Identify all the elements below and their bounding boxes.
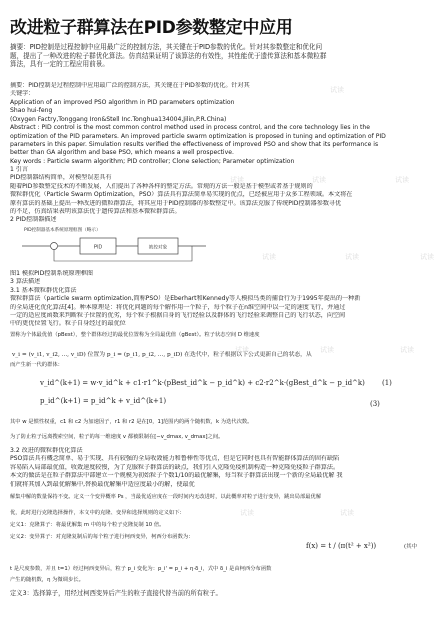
abstract-line: Abstract : PID control is the most common control method used in process control, and the core technology lies in the (10, 124, 371, 132)
paragraph-line: 的全局进化优化算法[4]。种本原理是：将优化问题的每个解作用一个粒子，每个粒子在n维空间中以一定的速度飞行，并通过 (10, 303, 346, 311)
paragraph-line: PSO算法具有概念简单、易于实现、具有较强的全局收敛能力和鲁棒性等优点，但是它同时也具有智能群体算法的固有缺陷 (10, 455, 340, 463)
abstract-line: 题，提出了一种改进的粒子群优化算法。仿真结果证明了该算法的有效性，其性能优于遗传算法和基本微粒群 (10, 51, 327, 60)
introduction (10, 166, 432, 216)
eq-limit: 为了防止粒子远离搜索空间，粒子的每一维速度 v 都被限制在[−v_dmax, v_dmax]之间。 (10, 434, 224, 440)
keywords-en: Key words : Particle swarm algorithm; PID controller; Clone selection; Parameter optimization (10, 157, 295, 165)
equation-number: (1) (382, 379, 392, 387)
subsection-heading: 3.1 基本微粒群优化算法 (10, 286, 77, 294)
section-3-2 (10, 447, 432, 489)
abstract-cn-repeat (10, 82, 432, 99)
equation-state: v_i = (v_i1, v_i2, ..., v_iD) 位置为 p_i = (p_i1, p_i2, ..., p_iD) 在迭代中，粒子根据以下公式更新自己的状态，从 (12, 352, 312, 358)
equation-velocity: v_id^(k+1) = w·v_id^k + c1·r1^k·(pBest_id^k − p_id^k) + c2·r2^k·(gBest_d^k − p_id^k) (40, 379, 365, 387)
section-heading: 1 引言 (10, 166, 29, 173)
paragraph-line: 中的更优位置飞行。粒子自身经过的最优位 (10, 320, 126, 328)
watermark: 试读 (312, 176, 326, 184)
definition-line: 定义1：克隆算子：将最优解集 m 中的每个粒子克隆复制 10 倍。 (10, 522, 165, 528)
author: Shao hui-feng (10, 107, 53, 115)
paragraph-line: 容易陷入局部最优值，收敛速度较慢，为了克服粒子群算法的缺点，我们引入克隆免疫机制构造一种克隆免疫粒子群算法。 (10, 463, 340, 471)
figure-caption: 图1 模拟PID控制系统原理框图 (10, 270, 94, 277)
english-title: Application of an improved PSO algorithm in PID parameters optimization (10, 99, 235, 106)
abstract-line: better than GA algorithm and base PSO, which means a well prospective. (10, 149, 234, 157)
abstract-line: parameters in this paper. Simulation results verified the effectiveness of improved PSO and show that its performance is (10, 141, 379, 149)
definition-line: 产生的随机数，η 为微调步长。 (10, 577, 84, 583)
document-title: 改进粒子群算法在PID参数整定中应用 (10, 18, 293, 38)
controller-label: PID (93, 244, 103, 251)
definition-line: t 是尺度参数，并且 t=1）经过柯西变异后，粒子 p_i 变化为：p_i' = p_i + η·δ_i，式中 δ_i 是由柯西分布函数 (10, 566, 272, 572)
equation-tail: (其中 (404, 544, 418, 550)
watermark: 试读 (400, 346, 414, 354)
equation-number: (3) (370, 400, 380, 408)
definition-3: 定义3：选择算子，用经过柯西变异后产生的粒子直接代替当前的所有粒子。 (10, 590, 222, 597)
section-2-heading (10, 216, 432, 224)
paragraph-line: 随着PID参数整定技术的不断发展，人们提出了各种各样的整定方法。常规的方法一般是基于模型或者基于规则的 (10, 182, 313, 190)
watermark: 试读 (230, 176, 244, 184)
equation-position: p_id^(k+1) = p_id^k + v_id^(k+1) (40, 397, 167, 405)
paragraph-line: 微粒群算法（particle swarm optimization,简称PSO）是Eberhart和Kennedy等人模拟鸟类的捕食行为于1995年提出的一种新 (10, 295, 361, 303)
sec32-note: 解集中解的数量保持不变。定义一个变异概率 Ps ，当最优适应度在一段时间内无改进时，以此概率对粒子进行变异，跳出局部最优解 (10, 494, 322, 500)
pid-block-diagram (20, 234, 208, 264)
watermark: 试读 (235, 346, 249, 354)
plant-label: 被控对象 (148, 245, 168, 251)
abstract-line: 摘要：PID控制是过程控制中应用最广泛的控制方法，其关键在于PID参数的优化。针对其参数整定和优化问 (10, 43, 323, 51)
definition-line: 优，此时进行克隆选择操作，本文中的克隆、变异和选择规则的定义如下： (10, 510, 185, 516)
english-abstract (10, 99, 432, 166)
paragraph-line: 们就将其加入到最优解集中,替换最优解集中适应度最小的解，使最优 (10, 480, 195, 488)
abstract-cn (10, 43, 432, 69)
abstract-line: optimization of the PID parameters. An improved particle swarm optimization is proposed in tuning and optimization of PID (10, 132, 386, 140)
subsection-heading: 3.2 改进的微粒群优化算法 (10, 447, 83, 454)
definitions-2 (10, 564, 432, 586)
abstract-line: 算法，具有一定的工程应用前景。 (10, 60, 109, 69)
equation-cauchy: f(x) = t / (π(t² + x²)) (306, 542, 377, 550)
watermark: 试读 (345, 253, 359, 261)
definitions (10, 507, 432, 543)
paragraph-line: 微粒群优化（Particle Swarm Optimization，PSO）算法具有算法简单易实现的优点，已经被应用于众多工程领域。本文将在 (10, 191, 353, 199)
definition-line: 定义2：变异算子：对克隆复制后的每个粒子进行柯西变异，柯西分布函数为： (10, 534, 194, 540)
watermark: 试读 (395, 176, 409, 184)
paragraph-line: 原有算法的基础上提出一种改进的微粒群算法，将其应用于PID控制器的参数整定中。该算法克服了传统PID控制器参数寻优 (10, 199, 342, 207)
paragraph-line: PID控制器结构简单，对模型误差具有 (10, 174, 112, 182)
watermark: 试读 (340, 509, 354, 517)
eq-mid: 而产生新一代的群体： (10, 362, 63, 368)
section-heading: 2 PID控制器描述 (10, 216, 57, 223)
section-heading: 3 算法描述 (10, 278, 41, 286)
after-diagram (10, 270, 432, 329)
eq-where: 其中 w 是惯性权重，c1 和 c2 为加速因子，r1 和 r2 是在[0，1]范围内的两个随机数，k 为迭代次数。 (10, 419, 253, 425)
diagram-caption-top: PID控制器基本系统原理框图（略示） (24, 228, 101, 233)
paragraph-line: 的不足，仿真结果表明该算法优于遗传算法和基本微粒群算法。 (10, 208, 181, 216)
watermark: 试读 (420, 253, 434, 261)
affiliation: (Oxygen Factry,Tonggang Iron&Stell Inc.Tonghua134004,Jilin,P.R.China) (10, 115, 227, 123)
paragraph-line: 本文的做法是在粒子群算法中部建立一个规模为初始粒子个数1/10的最优解集，每当粒子群算法出现一个新的全局最优解 我 (10, 472, 343, 480)
keywords-cn: 关键字： (10, 90, 35, 98)
abstract-line: 摘要：PID控制是过程控制中应用最广泛的控制方法，其关键在于PID参数的优化。针对其 (10, 82, 250, 89)
watermark: 试读 (320, 346, 334, 354)
paragraph-line: 一定的适应度函数来判断粒子位置的优劣，每个粒子根据自身的飞行经验以及群体的飞行经验来调整自己的飞行状态，向空间 (10, 312, 346, 320)
watermark: 试读 (262, 253, 276, 261)
watermark: 试读 (240, 509, 254, 517)
eq-intro: 置称为个体最优值（pBest），整个群体经过的最优位置称为全局最优值（gBest）。粒子状态空间 D 维速度 (10, 332, 260, 338)
watermark: 试读 (330, 86, 344, 94)
